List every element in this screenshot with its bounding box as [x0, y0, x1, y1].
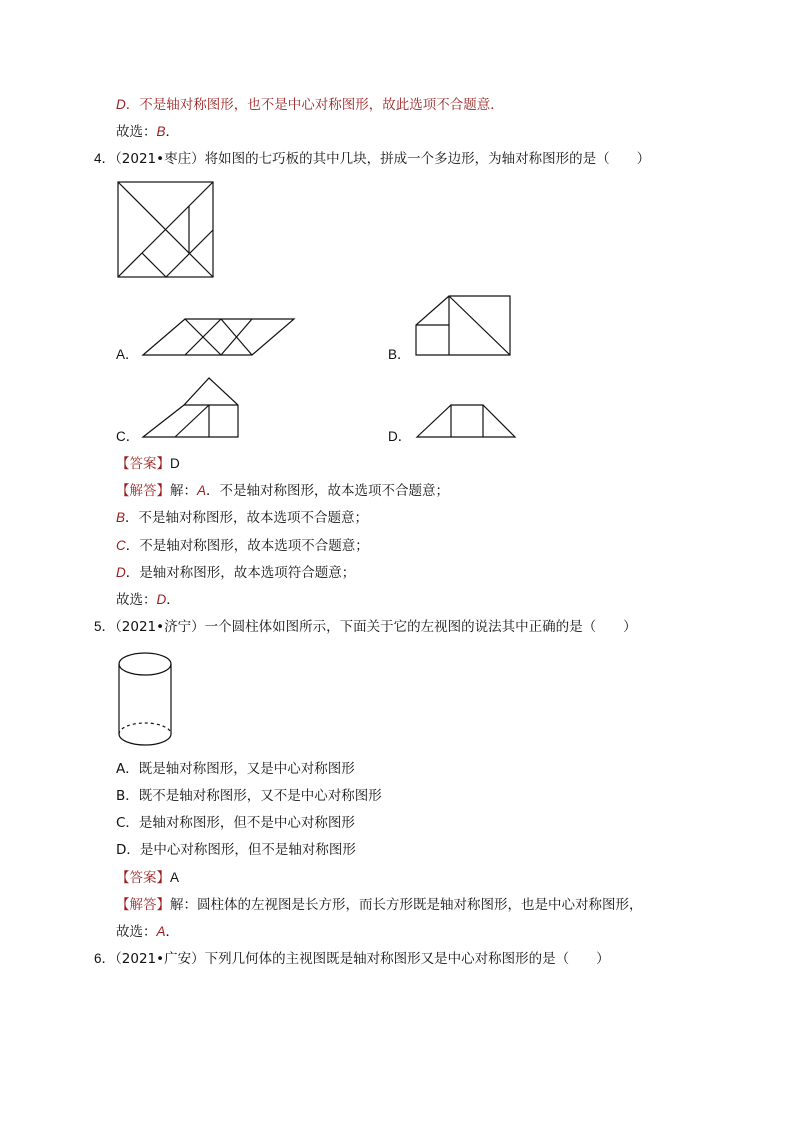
question-5-option-c: C．是轴对称图形，但不是中心对称图形: [116, 815, 355, 831]
question-4-explain-line-2: B．不是轴对称图形，故本选项不合题意；: [116, 510, 369, 526]
question-4-option-c-label: C．: [116, 429, 140, 444]
prev-selection-line: 故选：B．: [116, 124, 180, 140]
question-4-explain-line-3: C．不是轴对称图形，故本选项不合题意；: [116, 538, 369, 554]
prev-option-d-line: D．不是轴对称图形，也不是中心对称图形，故此选项不合题意．: [116, 97, 504, 113]
question-4-option-b-label: B．: [388, 347, 411, 362]
question-5-stem: 5．（2021•济宁）一个圆柱体如图所示，下面关于它的左视图的说法其中正确的是（ ）: [94, 619, 637, 635]
question-6-stem: 6．（2021•广安）下列几何体的主视图既是轴对称图形又是中心对称图形的是（ ）: [94, 951, 610, 967]
question-5-option-b: B．既不是轴对称图形，又不是中心对称图形: [116, 788, 382, 804]
question-4-answer: 【答案】D: [116, 456, 180, 472]
question-4-option-d-label: D．: [388, 429, 412, 444]
question-5-option-a: A．既是轴对称图形，又是中心对称图形: [116, 761, 355, 777]
question-4-explain-line-4: D．是轴对称图形，故本选项符合题意；: [116, 565, 356, 581]
question-5-answer: 【答案】A: [116, 870, 180, 886]
question-5-selection: 故选：A．: [116, 924, 180, 940]
question-4-explain-line-1: 【解答】解：A．不是轴对称图形，故本选项不合题意；: [116, 483, 450, 499]
question-5-explain: 【解答】解：圆柱体的左视图是长方形，而长方形既是轴对称图形，也是中心对称图形，: [116, 897, 643, 913]
question-5-option-d: D．是中心对称图形，但不是轴对称图形: [116, 842, 356, 858]
question-4-option-a-label: A．: [116, 347, 139, 362]
question-4-selection: 故选：D．: [116, 592, 180, 608]
question-4-stem: 4．（2021•枣庄）将如图的七巧板的其中几块，拼成一个多边形，为轴对称图形的是（ ）: [94, 151, 651, 167]
